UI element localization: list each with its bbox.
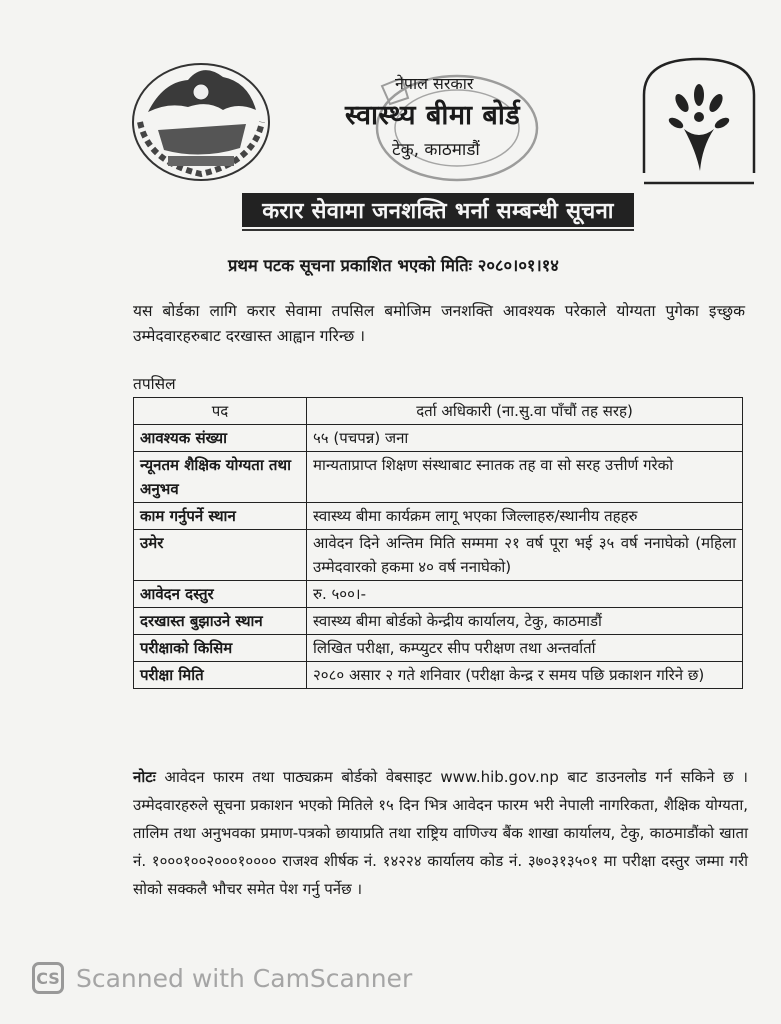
row-value: ५५ (पचपन्न) जना	[307, 425, 743, 452]
table-header-row	[134, 398, 743, 425]
row-key: दरखास्त बुझाउने स्थान	[134, 608, 307, 635]
note-paragraph	[133, 763, 748, 903]
intro-paragraph: यस बोर्डका लागि करार सेवामा तपसिल बमोजिम जनशक्ति आवश्यक परेकाले योग्यता पुगेका इच्छुक उम्मेदवारहरुबाट दरखास्त आह्वान गरिन्छ ।	[133, 302, 745, 345]
row-value: रु. ५००।-	[307, 581, 743, 608]
row-key: परीक्षाको किसिम	[134, 635, 307, 662]
row-value: आवेदन दिने अन्तिम मिति सम्ममा २१ वर्ष पूरा भई ३५ वर्ष ननाघेको (महिला उम्मेदवारको हकमा ४० वर्ष ननाघेको)	[307, 530, 743, 581]
row-key: न्यूनतम शैक्षिक योग्यता तथा अनुभव	[134, 452, 307, 503]
camscanner-watermark	[32, 962, 412, 994]
organization-name: स्वास्थ्य बीमा बोर्ड	[345, 100, 521, 131]
nepal-emblem-icon	[128, 52, 274, 184]
row-value: स्वास्थ्य बीमा बोर्डको केन्द्रीय कार्यालय, टेकु, काठमाडौं	[307, 608, 743, 635]
row-key: उमेर	[134, 530, 307, 581]
row-value: लिखित परीक्षा, कम्प्युटर सीप परीक्षण तथा अन्तर्वार्ता	[307, 635, 743, 662]
table-row	[134, 452, 743, 503]
details-label: तपसिल	[133, 375, 176, 393]
table-row	[134, 608, 743, 635]
table-row	[134, 635, 743, 662]
row-value: स्वास्थ्य बीमा कार्यक्रम लागू भएका जिल्लाहरु/स्थानीय तहहरु	[307, 503, 743, 530]
row-key: काम गर्नुपर्ने स्थान	[134, 503, 307, 530]
organization-address: टेकु, काठमाडौं	[392, 140, 480, 160]
publication-date: प्रथम पटक सूचना प्रकाशित भएको मितिः २०८०।०१।१४	[228, 256, 559, 275]
header-position: दर्ता अधिकारी (ना.सु.वा पाँचौं तह सरह)	[307, 398, 743, 425]
note-text: आवेदन फारम तथा पाठ्यक्रम बोर्डको वेबसाइट www.hib.gov.np बाट डाउनलोड गर्न सकिने छ । उम्मेदवारहरुले सूचना प्रकाशन भएको मितिले १५ दिन भित्र आवेदन फारम भरी नेपाली नागरिकता, शैक्षिक योग्यता, तालिम तथा अनुभवका प्रमाण-पत्रको छायाप्रति तथा राष्ट्रिय वाणिज्य बैंक शाखा कार्यालय, टेकु, काठमाडौंको खाता नं. १०००१००२०००१०००० राजश्व शीर्षक नं. १४२२४ कार्यालय कोड नं. ३७०३१३५०१ मा परीक्षा दस्तुर जम्मा गरी सोको सक्कलै भौचर समेत पेश गर्नु पर्नेछ ।	[133, 768, 748, 898]
table-row	[134, 503, 743, 530]
details-table	[133, 397, 743, 689]
banner-divider	[242, 229, 634, 231]
table-row	[134, 581, 743, 608]
row-key: आवश्यक संख्या	[134, 425, 307, 452]
notice-title-banner: करार सेवामा जनशक्ति भर्ना सम्बन्धी सूचना	[242, 193, 634, 227]
note-label: नोटः	[133, 768, 156, 786]
row-value: २०८० असार २ गते शनिवार (परीक्षा केन्द्र र समय पछि प्रकाशन गरिने छ)	[307, 662, 743, 689]
watermark-text: Scanned with CamScanner	[76, 963, 413, 993]
government-name: नेपाल सरकार	[395, 74, 474, 93]
table-row	[134, 662, 743, 689]
row-value: मान्यताप्राप्त शिक्षण संस्थाबाट स्नातक तह वा सो सरह उत्तीर्ण गरेको	[307, 452, 743, 503]
header-post: पद	[134, 398, 307, 425]
row-key: आवेदन दस्तुर	[134, 581, 307, 608]
row-key: परीक्षा मिति	[134, 662, 307, 689]
health-insurance-logo-icon	[640, 55, 758, 185]
camscanner-icon: CS	[32, 962, 64, 994]
table-row	[134, 425, 743, 452]
table-row	[134, 530, 743, 581]
